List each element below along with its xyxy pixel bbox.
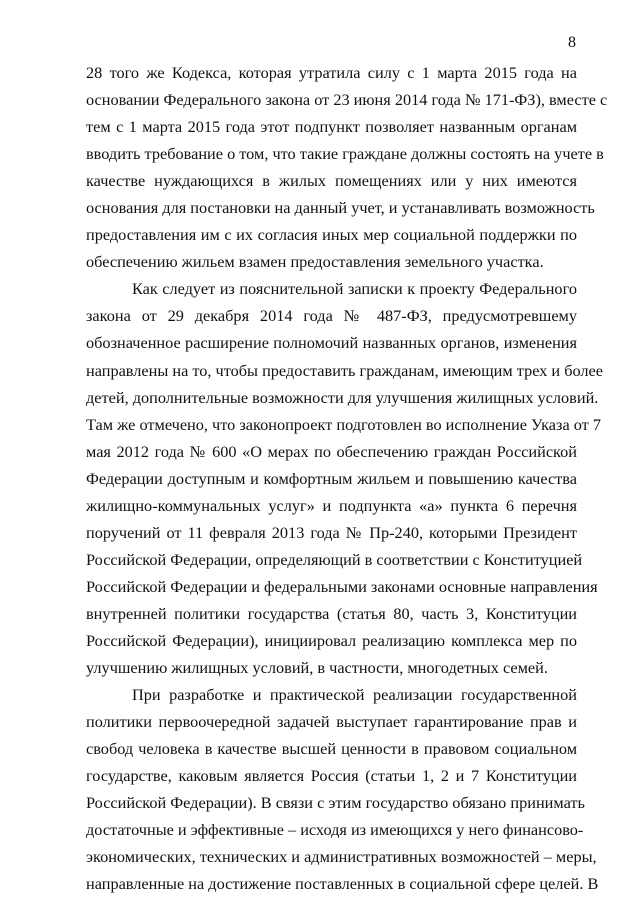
text-line: Российской Федерации). В связи с этим государство обязано принимать <box>86 793 585 813</box>
text-line: Как следует из пояснительной записки к проекту Федерального <box>132 279 577 299</box>
text-line: внутренней политики государства (статья 80, часть 3, Конституции <box>86 603 577 623</box>
text-line: поручений от 11 февраля 2013 года № Пр-240, которыми Президент <box>86 522 577 542</box>
text-line: свобод человека в качестве высшей ценности в правовом социальном <box>86 739 577 759</box>
text-line: 28 того же Кодекса, которая утратила силу с 1 марта 2015 года на <box>86 63 577 82</box>
paragraph <box>86 59 608 275</box>
text-line: При разработке и практической реализации государственной <box>132 685 577 705</box>
text-line: предоставления им с их согласия иных мер социальной поддержки по <box>86 225 577 245</box>
text-line: тем с 1 марта 2015 года этот подпункт позволяет названным органам <box>86 117 577 137</box>
text-line: Российской Федерации, определяющий в соответствии с Конституцией <box>86 549 583 569</box>
text-line: экономических, технических и административных возможностей – меры, <box>86 847 597 867</box>
text-line: Российской Федерации), инициировал реализацию комплекса мер по <box>86 630 577 650</box>
paragraph <box>86 275 604 681</box>
page-number: 8 <box>568 34 576 51</box>
text-line: достаточные и эффективные – исходя из имеющихся у него финансово- <box>86 820 584 840</box>
text-line: детей, дополнительные возможности для улучшения жилищных условий. <box>86 387 599 407</box>
text-line: государстве, каковым является Россия (статьи 1, 2 и 7 Конституции <box>86 766 577 786</box>
text-line: обозначенное расширение полномочий названных органов, изменения <box>86 333 577 353</box>
text-line: улучшению жилищных условий, в частности, многодетных семей. <box>86 658 548 678</box>
text-line: обеспечению жильем взамен предоставления земельного участка. <box>86 252 544 272</box>
text-line: политики первоочередной задачей выступает гарантирование прав и <box>86 712 577 732</box>
text-line: основания для постановки на данный учет, и устанавливать возможность <box>86 198 595 218</box>
text-line: Российской Федерации и федеральными законами основные направления <box>86 576 598 596</box>
text-line: направленные на достижение поставленных в социальной сфере целей. В <box>86 874 599 894</box>
text-line: закона от 29 декабря 2014 года № 487-ФЗ, предусмотревшему <box>86 306 577 326</box>
text-line: направлены на то, чтобы предоставить гражданам, имеющим трех и более <box>86 360 604 380</box>
text-line: основании Федерального закона от 23 июня 2014 года № 171-ФЗ), вместе с <box>86 90 608 110</box>
text-line: Там же отмечено, что законопроект подготовлен во исполнение Указа от 7 <box>86 414 602 434</box>
text-line: качестве нуждающихся в жилых помещениях или у них имеются <box>86 171 577 191</box>
text-line: Федерации доступным и комфортным жильем и повышению качества <box>86 468 577 488</box>
paragraph <box>86 681 599 897</box>
document-body <box>86 59 608 897</box>
text-line: жилищно-коммунальных услуг» и подпункта «а» пункта 6 перечня <box>86 495 577 515</box>
text-line: мая 2012 года № 600 «О мерах по обеспечению граждан Российской <box>86 441 577 461</box>
text-line: вводить требование о том, что такие граждане должны состоять на учете в <box>86 144 604 164</box>
